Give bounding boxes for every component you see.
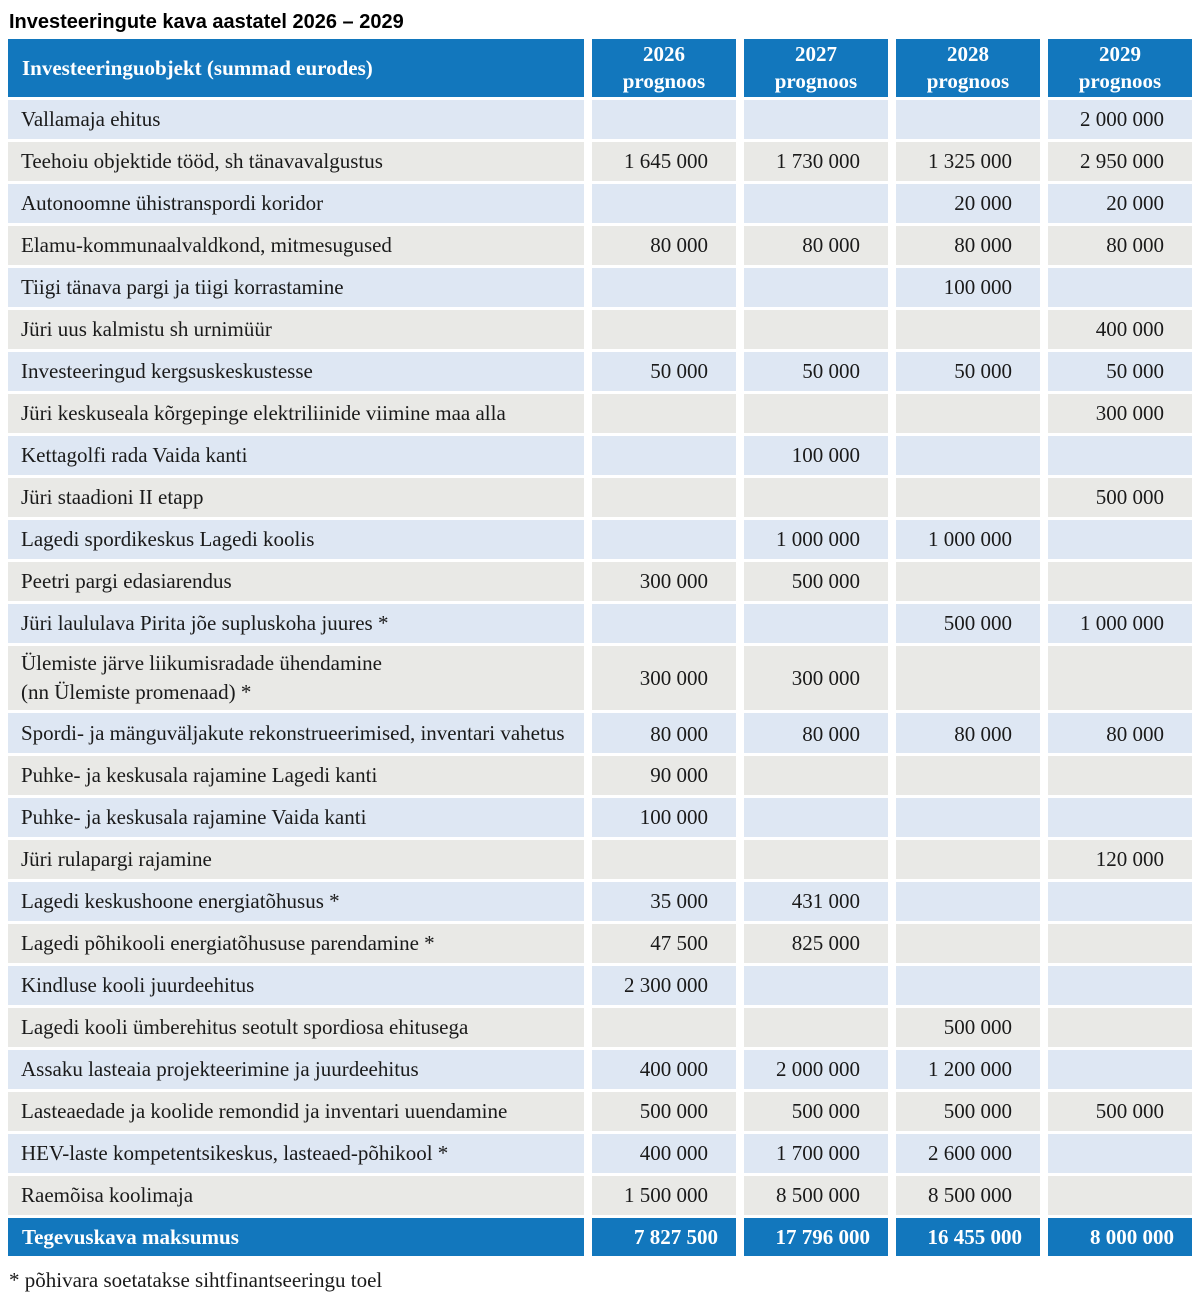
table-row <box>8 1050 1192 1089</box>
row-value: 1 000 000 <box>744 520 888 559</box>
year-label: 2029 <box>1099 42 1141 66</box>
row-value <box>1048 798 1192 837</box>
row-label: Jüri uus kalmistu sh urnimüür <box>8 310 584 349</box>
row-value: 50 000 <box>744 352 888 391</box>
table-row <box>8 394 1192 433</box>
row-label: Peetri pargi edasiarendus <box>8 562 584 601</box>
row-value: 8 500 000 <box>744 1176 888 1215</box>
table-row <box>8 520 1192 559</box>
row-value <box>744 478 888 517</box>
row-label: Jüri keskuseala kõrgepinge elektriliinide viimine maa alla <box>8 394 584 433</box>
table-row <box>8 1092 1192 1131</box>
table-row <box>8 1134 1192 1173</box>
row-value: 47 500 <box>592 924 736 963</box>
table-body <box>8 100 1192 1215</box>
row-value: 1 500 000 <box>592 1176 736 1215</box>
row-value: 1 700 000 <box>744 1134 888 1173</box>
row-value: 500 000 <box>896 604 1040 643</box>
row-label: Investeeringud kergsuskeskustesse <box>8 352 584 391</box>
row-value <box>592 478 736 517</box>
row-value <box>744 1008 888 1047</box>
table-row <box>8 562 1192 601</box>
row-label: Vallamaja ehitus <box>8 100 584 139</box>
row-value: 300 000 <box>1048 394 1192 433</box>
row-value <box>1048 268 1192 307</box>
row-value: 50 000 <box>1048 352 1192 391</box>
table-row <box>8 184 1192 223</box>
row-value <box>744 268 888 307</box>
column-header-object: Investeeringuobjekt (summad eurodes) <box>8 39 584 97</box>
table-row <box>8 840 1192 879</box>
row-value <box>744 394 888 433</box>
row-value <box>896 562 1040 601</box>
row-value: 80 000 <box>896 226 1040 265</box>
row-value: 500 000 <box>1048 1092 1192 1131</box>
row-label: Jüri laululava Pirita jõe supluskoha juures * <box>8 604 584 643</box>
row-label: Kindluse kooli juurdeehitus <box>8 966 584 1005</box>
row-value <box>744 966 888 1005</box>
row-value: 80 000 <box>896 713 1040 753</box>
row-value: 300 000 <box>592 562 736 601</box>
row-value <box>1048 756 1192 795</box>
table-row <box>8 924 1192 963</box>
table-footer <box>8 1218 1192 1256</box>
row-value: 400 000 <box>592 1050 736 1089</box>
table-row <box>8 310 1192 349</box>
row-value: 2 300 000 <box>592 966 736 1005</box>
row-value: 80 000 <box>592 713 736 753</box>
row-value: 100 000 <box>896 268 1040 307</box>
table-row <box>8 882 1192 921</box>
column-header-2026 <box>592 39 736 97</box>
row-value: 500 000 <box>896 1092 1040 1131</box>
prognoos-label: prognoos <box>622 69 706 93</box>
row-label: Elamu-kommunaalvaldkond, mitmesugused <box>8 226 584 265</box>
row-label: Kettagolfi rada Vaida kanti <box>8 436 584 475</box>
table-row <box>8 100 1192 139</box>
row-value <box>744 310 888 349</box>
row-label: Spordi- ja mänguväljakute rekonstrueerimised, inventari vahetus <box>8 713 584 753</box>
total-row-label: Tegevuskava maksumus <box>8 1218 584 1256</box>
row-value: 35 000 <box>592 882 736 921</box>
row-value <box>1048 436 1192 475</box>
row-value: 90 000 <box>592 756 736 795</box>
row-value <box>744 798 888 837</box>
year-label: 2026 <box>643 42 685 66</box>
row-value: 80 000 <box>744 713 888 753</box>
row-value: 80 000 <box>744 226 888 265</box>
row-label: Ülemiste järve liikumisradade ühendamine (nn Ülemiste promenaad) * <box>8 646 584 710</box>
row-value: 431 000 <box>744 882 888 921</box>
row-value: 100 000 <box>744 436 888 475</box>
row-value <box>1048 1176 1192 1215</box>
investment-plan-table <box>0 36 1200 1259</box>
prognoos-label: prognoos <box>1078 69 1162 93</box>
row-value: 120 000 <box>1048 840 1192 879</box>
row-value <box>1048 1008 1192 1047</box>
table-row <box>8 1008 1192 1047</box>
table-row <box>8 1176 1192 1215</box>
row-value <box>896 840 1040 879</box>
row-value <box>592 394 736 433</box>
row-value: 300 000 <box>592 646 736 710</box>
row-label: Puhke- ja keskusala rajamine Vaida kanti <box>8 798 584 837</box>
row-value: 500 000 <box>744 1092 888 1131</box>
row-value: 1 645 000 <box>592 142 736 181</box>
row-value <box>592 1008 736 1047</box>
row-value <box>1048 646 1192 710</box>
row-value <box>896 646 1040 710</box>
row-value: 80 000 <box>1048 226 1192 265</box>
row-value: 500 000 <box>592 1092 736 1131</box>
row-value <box>744 756 888 795</box>
row-value <box>896 756 1040 795</box>
prognoos-label: prognoos <box>926 69 1010 93</box>
row-value: 300 000 <box>744 646 888 710</box>
row-value <box>592 436 736 475</box>
row-value <box>896 966 1040 1005</box>
row-value: 2 600 000 <box>896 1134 1040 1173</box>
row-value <box>744 840 888 879</box>
table-row <box>8 713 1192 753</box>
row-value: 825 000 <box>744 924 888 963</box>
row-value: 20 000 <box>1048 184 1192 223</box>
row-value <box>896 924 1040 963</box>
row-value: 500 000 <box>744 562 888 601</box>
row-label: Teehoiu objektide tööd, sh tänavavalgustus <box>8 142 584 181</box>
row-value <box>896 882 1040 921</box>
table-row <box>8 966 1192 1005</box>
prognoos-label: prognoos <box>774 69 858 93</box>
total-value-2028: 16 455 000 <box>896 1218 1040 1256</box>
table-header <box>8 39 1192 97</box>
year-label: 2028 <box>947 42 989 66</box>
row-value: 8 500 000 <box>896 1176 1040 1215</box>
column-header-2029 <box>1048 39 1192 97</box>
row-value: 2 950 000 <box>1048 142 1192 181</box>
row-label: Lasteaedade ja koolide remondid ja inventari uuendamine <box>8 1092 584 1131</box>
footnote: * põhivara soetatakse sihtfinantseeringu toel <box>9 1268 383 1292</box>
row-value <box>592 100 736 139</box>
row-value: 80 000 <box>1048 713 1192 753</box>
row-value <box>1048 924 1192 963</box>
row-label: HEV-laste kompetentsikeskus, lasteaed-põhikool * <box>8 1134 584 1173</box>
row-value <box>896 394 1040 433</box>
header-row <box>8 39 1192 97</box>
row-value <box>1048 562 1192 601</box>
row-label: Lagedi spordikeskus Lagedi koolis <box>8 520 584 559</box>
row-value: 400 000 <box>592 1134 736 1173</box>
row-value <box>744 100 888 139</box>
row-value: 80 000 <box>592 226 736 265</box>
column-header-2027 <box>744 39 888 97</box>
table-row <box>8 436 1192 475</box>
row-label: Lagedi keskushoone energiatõhusus * <box>8 882 584 921</box>
row-value: 50 000 <box>592 352 736 391</box>
row-value <box>592 310 736 349</box>
row-value: 1 325 000 <box>896 142 1040 181</box>
year-label: 2027 <box>795 42 837 66</box>
total-row <box>8 1218 1192 1256</box>
table-row <box>8 798 1192 837</box>
row-value <box>1048 1134 1192 1173</box>
row-label: Autonoomne ühistranspordi koridor <box>8 184 584 223</box>
table-row <box>8 604 1192 643</box>
total-value-2027: 17 796 000 <box>744 1218 888 1256</box>
row-label: Jüri rulapargi rajamine <box>8 840 584 879</box>
row-value: 100 000 <box>592 798 736 837</box>
row-value <box>896 100 1040 139</box>
row-value <box>896 436 1040 475</box>
row-value: 500 000 <box>896 1008 1040 1047</box>
column-header-2028 <box>896 39 1040 97</box>
table-row <box>8 646 1192 710</box>
row-value <box>896 310 1040 349</box>
table-row <box>8 352 1192 391</box>
row-value: 1 000 000 <box>1048 604 1192 643</box>
row-value: 1 000 000 <box>896 520 1040 559</box>
row-value: 1 200 000 <box>896 1050 1040 1089</box>
row-label: Puhke- ja keskusala rajamine Lagedi kanti <box>8 756 584 795</box>
row-label: Jüri staadioni II etapp <box>8 478 584 517</box>
row-label: Lagedi põhikooli energiatõhususe parendamine * <box>8 924 584 963</box>
table-row <box>8 142 1192 181</box>
row-value <box>744 604 888 643</box>
row-value <box>1048 882 1192 921</box>
row-value <box>744 184 888 223</box>
row-value <box>896 798 1040 837</box>
row-value <box>896 478 1040 517</box>
row-label: Assaku lasteaia projekteerimine ja juurdeehitus <box>8 1050 584 1089</box>
row-value <box>1048 520 1192 559</box>
table-row <box>8 756 1192 795</box>
row-value: 1 730 000 <box>744 142 888 181</box>
row-value: 50 000 <box>896 352 1040 391</box>
page-title: Investeeringute kava aastatel 2026 – 2029 <box>9 11 404 33</box>
table-row <box>8 478 1192 517</box>
table-row <box>8 226 1192 265</box>
row-value: 400 000 <box>1048 310 1192 349</box>
row-value <box>592 520 736 559</box>
row-value: 2 000 000 <box>744 1050 888 1089</box>
row-label: Tiigi tänava pargi ja tiigi korrastamine <box>8 268 584 307</box>
row-value <box>1048 966 1192 1005</box>
row-label: Lagedi kooli ümberehitus seotult spordiosa ehitusega <box>8 1008 584 1047</box>
total-value-2029: 8 000 000 <box>1048 1218 1192 1256</box>
row-value <box>592 184 736 223</box>
row-value <box>592 604 736 643</box>
total-value-2026: 7 827 500 <box>592 1218 736 1256</box>
row-value: 20 000 <box>896 184 1040 223</box>
row-value <box>592 268 736 307</box>
table-row <box>8 268 1192 307</box>
row-value: 500 000 <box>1048 478 1192 517</box>
row-value: 2 000 000 <box>1048 100 1192 139</box>
row-value <box>592 840 736 879</box>
row-value <box>1048 1050 1192 1089</box>
row-label: Raemõisa koolimaja <box>8 1176 584 1215</box>
